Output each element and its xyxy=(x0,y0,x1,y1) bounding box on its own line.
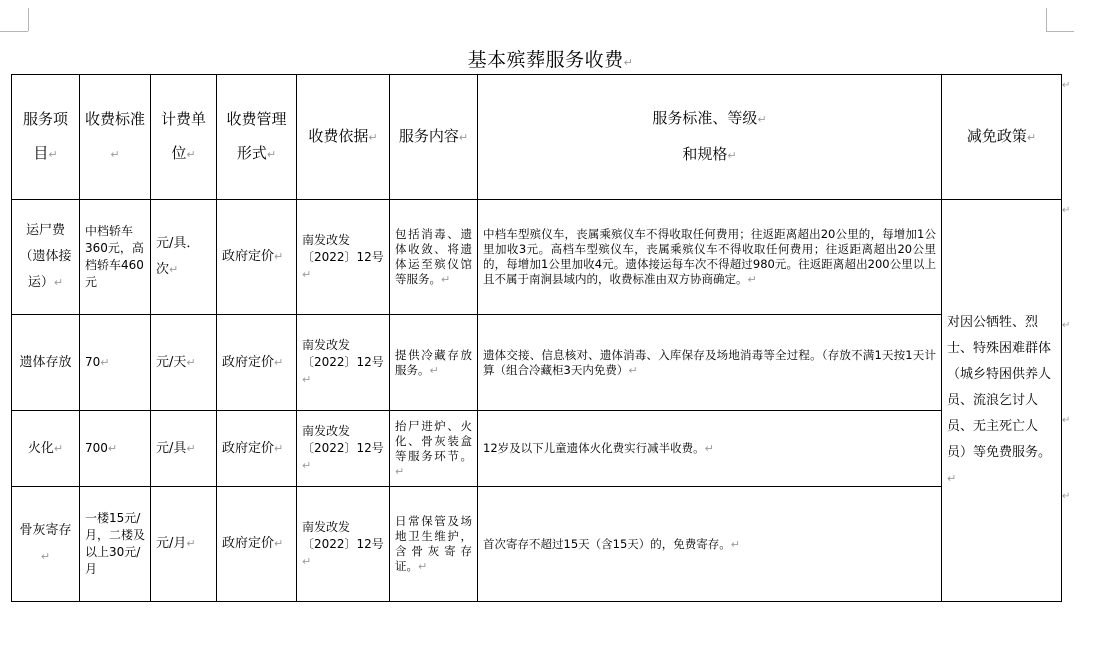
crop-mark-top-left-vertical xyxy=(28,8,29,31)
header-policy: 减免政策↵ xyxy=(942,75,1062,200)
table-row xyxy=(12,315,1062,411)
row-content: 日常保管及场地卫生维护，含骨灰寄存证。↵ xyxy=(390,487,478,602)
row-basis: 南发改发〔2022〕12号↵ xyxy=(297,487,390,602)
row-unit: 元/天↵ xyxy=(151,315,217,411)
row-standard: 一楼15元/月，二楼及以上30元/月 xyxy=(80,487,151,602)
table-row xyxy=(12,200,1062,315)
row-unit: 元/月↵ xyxy=(151,487,217,602)
row-management: 政府定价↵ xyxy=(217,487,297,602)
table-row xyxy=(12,411,1062,487)
row-basis: 南发改发〔2022〕12号↵ xyxy=(297,200,390,315)
row-item: 遗体存放 xyxy=(12,315,80,411)
row-spec: 遗体交接、信息核对、遗体消毒、入库保存及场地消毒等全过程。（存放不满1天按1天计算（组合冷藏柜3天内免费）↵ xyxy=(478,315,942,411)
row-content: 包括消毒、遗体收敛、将遗体运至殡仪馆等服务。↵ xyxy=(390,200,478,315)
crop-mark-top-right xyxy=(1046,31,1074,32)
row-end-mark-icon: ↵ xyxy=(1062,415,1071,426)
row-spec: 12岁及以下儿童遗体火化费实行减半收费。↵ xyxy=(478,411,942,487)
row-management: 政府定价↵ xyxy=(217,200,297,315)
row-management: 政府定价↵ xyxy=(217,411,297,487)
row-standard: 70↵ xyxy=(80,315,151,411)
row-item: 运尸费（遗体接运）↵ xyxy=(12,200,80,315)
row-end-mark-icon: ↵ xyxy=(1062,205,1071,216)
row-management: 政府定价↵ xyxy=(217,315,297,411)
row-basis: 南发改发〔2022〕12号↵ xyxy=(297,315,390,411)
header-management: 收费管理形式↵ xyxy=(217,75,297,200)
paragraph-mark-icon: ↵ xyxy=(623,56,634,69)
header-content: 服务内容↵ xyxy=(390,75,478,200)
row-end-mark-icon: ↵ xyxy=(1062,491,1071,502)
row-standard: 中档轿车360元，高档轿车460元 xyxy=(80,200,151,315)
row-spec: 中档车型殡仪车，丧属乘殡仪车不得收取任何费用；往返距离超出20公里的，每增加1公里加收3元。高档车型殡仪车，丧属乘殡仪车不得收取任何费用；往返距离超出20公里的，每增加1公里加收4元。遗体接运每车次不得超过980元。往返距离超出200公里以上且不属于南涧县域内的，收费标准由双方协商确定。↵ xyxy=(478,200,942,315)
row-content: 抬尸进炉、火化、骨灰装盒等服务环节。↵ xyxy=(390,411,478,487)
row-spec: 首次寄存不超过15天（含15天）的，免费寄存。↵ xyxy=(478,487,942,602)
table-row xyxy=(12,487,1062,602)
header-standard: 收费标准↵ xyxy=(80,75,151,200)
document-title xyxy=(0,45,1101,72)
crop-mark-top-right-vertical xyxy=(1046,8,1047,31)
header-row xyxy=(12,75,1062,200)
row-item: 骨灰寄存↵ xyxy=(12,487,80,602)
fee-table xyxy=(11,74,1062,602)
row-basis: 南发改发〔2022〕12号↵ xyxy=(297,411,390,487)
title-text: 基本殡葬服务收费 xyxy=(467,49,624,71)
row-content: 提供冷藏存放服务。↵ xyxy=(390,315,478,411)
header-unit: 计费单位↵ xyxy=(151,75,217,200)
row-unit: 元/具．次↵ xyxy=(151,200,217,315)
row-standard: 700↵ xyxy=(80,411,151,487)
row-unit: 元/具↵ xyxy=(151,411,217,487)
header-basis: 收费依据↵ xyxy=(297,75,390,200)
policy-cell: 对因公牺牲、烈士、特殊困难群体（城乡特困供养人员、流浪乞讨人员、无主死亡人员）等免费服务。↵ xyxy=(942,200,1062,602)
crop-mark-top-left xyxy=(0,31,28,32)
row-item: 火化↵ xyxy=(12,411,80,487)
row-end-mark-icon: ↵ xyxy=(1062,80,1071,91)
row-end-mark-icon: ↵ xyxy=(1062,320,1071,331)
header-item: 服务项目↵ xyxy=(12,75,80,200)
header-spec: 服务标准、等级↵ 和规格↵ xyxy=(478,75,942,200)
